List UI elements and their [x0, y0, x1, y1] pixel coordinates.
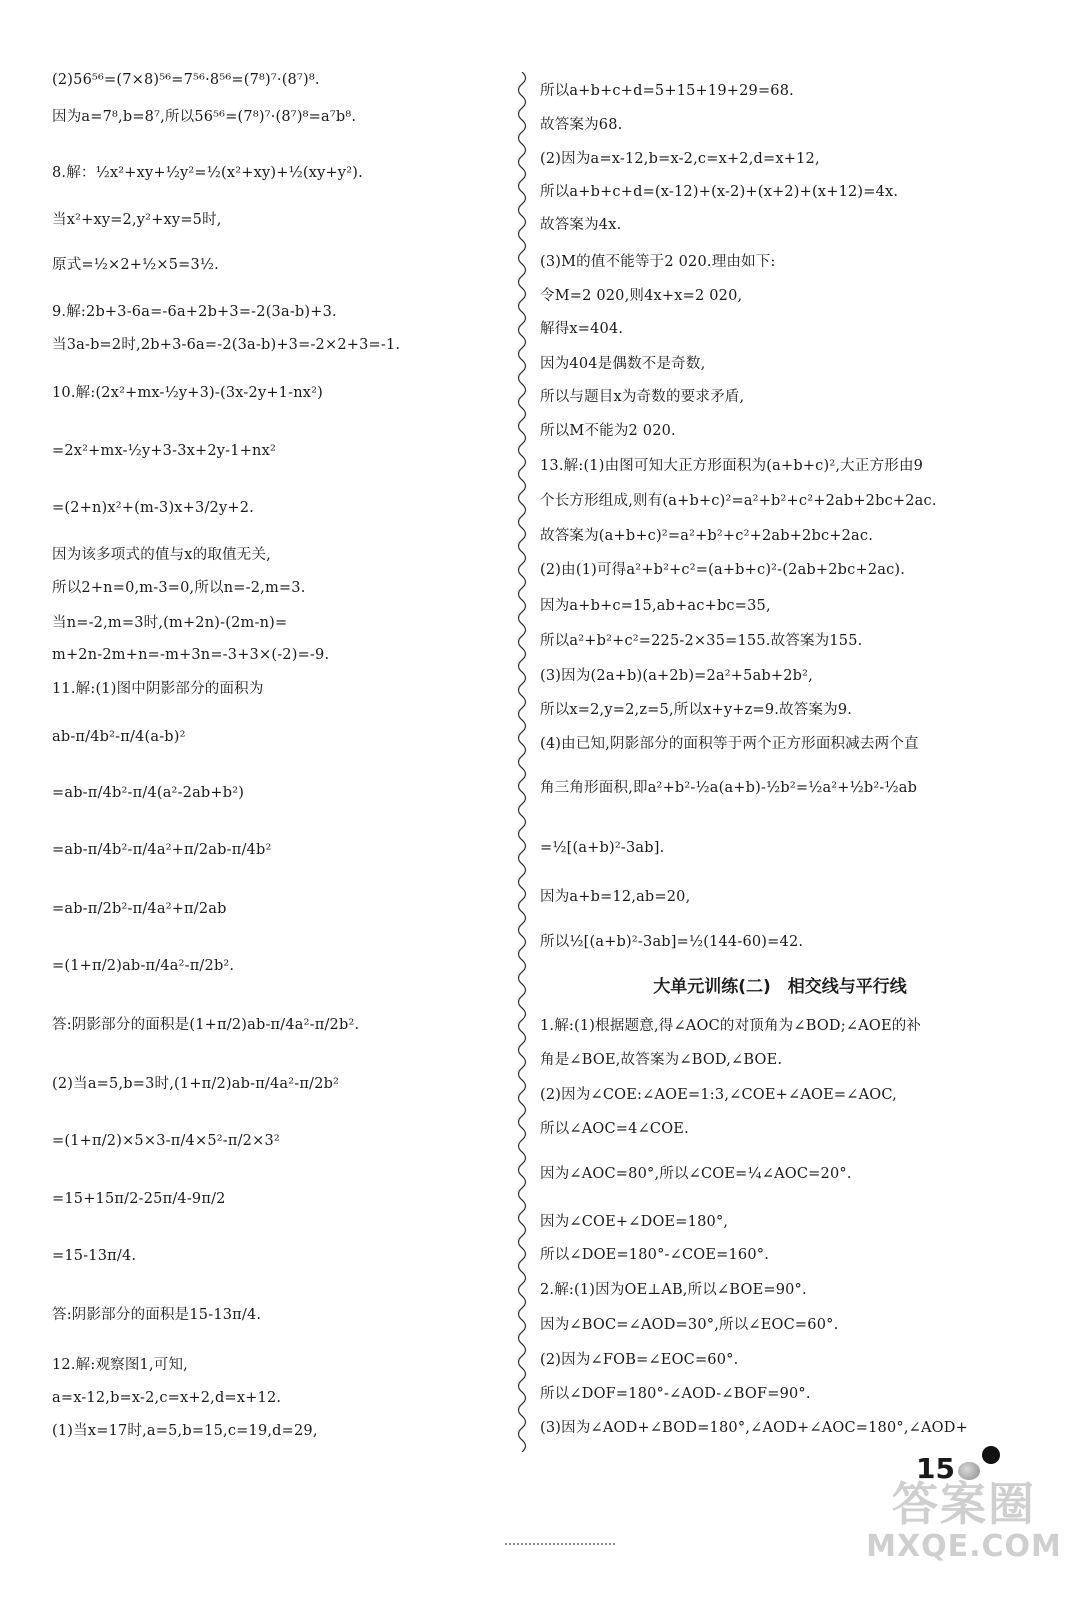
answer-line: (2)由(1)可得a²+b²+c²=(a+b+c)²-(2ab+2bc+2ac).	[540, 562, 906, 578]
answer-line: 8.解：½x²+xy+½y²=½(x²+xy)+½(xy+y²).	[52, 165, 363, 181]
answer-line: 2.解:(1)因为OE⊥AB,所以∠BOE=90°.	[540, 1282, 807, 1298]
answer-line: 答:阴影部分的面积是(1+π/2)ab-π/4a²-π/2b².	[52, 1017, 360, 1033]
answer-line: =15-13π/4.	[52, 1248, 137, 1264]
footer-dotted-rule	[505, 1543, 615, 1547]
wavy-divider	[509, 72, 535, 1452]
answer-line: (3)因为∠AOD+∠BOD=180°,∠AOD+∠AOC=180°,∠AOD+	[540, 1420, 968, 1436]
answer-line: =ab-π/2b²-π/4a²+π/2ab	[52, 901, 227, 917]
answer-line: 12.解:观察图1,可知,	[52, 1357, 188, 1373]
answer-line: 所以∠DOE=180°-∠COE=160°.	[540, 1247, 770, 1263]
answer-line: 故答案为68.	[540, 117, 623, 133]
answer-line: 故答案为(a+b+c)²=a²+b²+c²+2ab+2bc+2ac.	[540, 528, 874, 544]
answer-line: 因为a+b=12,ab=20,	[540, 889, 691, 905]
answer-line: =ab-π/4b²-π/4a²+π/2ab-π/4b²	[52, 842, 272, 858]
answer-line: 个长方形组成,则有(a+b+c)²=a²+b²+c²+2ab+2bc+2ac.	[540, 493, 937, 509]
answer-line: 11.解:(1)图中阴影部分的面积为	[52, 681, 264, 697]
answer-line: 1.解:(1)根据题意,得∠AOC的对顶角为∠BOD;∠AOE的补	[540, 1018, 922, 1034]
answer-line: 答:阴影部分的面积是15-13π/4.	[52, 1307, 262, 1323]
answer-line: 因为a+b+c=15,ab+ac+bc=35,	[540, 598, 771, 614]
answer-line: 当3a-b=2时,2b+3-6a=-2(3a-b)+3=-2×2+3=-1.	[52, 337, 401, 353]
answer-line: 所以x=2,y=2,z=5,所以x+y+z=9.故答案为9.	[540, 702, 853, 718]
watermark	[858, 1478, 1070, 1564]
answer-line: 因为该多项式的值与x的取值无关,	[52, 547, 271, 563]
answer-line: =(2+n)x²+(m-3)x+3/2y+2.	[52, 500, 254, 516]
answer-line: 原式=½×2+½×5=3½.	[52, 257, 219, 273]
answer-line: a=x-12,b=x-2,c=x+2,d=x+12.	[52, 1390, 282, 1406]
answer-line: 所以a+b+c+d=(x-12)+(x-2)+(x+2)+(x+12)=4x.	[540, 184, 899, 200]
answer-line: =(1+π/2)ab-π/4a²-π/2b².	[52, 958, 235, 974]
answer-line: 因为404是偶数不是奇数,	[540, 356, 706, 372]
watermark-title: 答案圈	[892, 1477, 1036, 1531]
section-title: 大单元训练(二) 相交线与平行线	[653, 977, 907, 997]
page-number: 15	[916, 1452, 955, 1485]
answer-line: 所以a²+b²+c²=225-2×35=155.故答案为155.	[540, 633, 863, 649]
answer-line: (3)M的值不能等于2 020.理由如下:	[540, 254, 776, 270]
answer-line: 解得x=404.	[540, 321, 624, 337]
answer-line: =2x²+mx-½y+3-3x+2y-1+nx²	[52, 443, 276, 459]
answer-line: (2)因为∠FOB=∠EOC=60°.	[540, 1352, 739, 1368]
answer-line: =15+15π/2-25π/4-9π/2	[52, 1191, 226, 1207]
answer-line: 所以2+n=0,m-3=0,所以n=-2,m=3.	[52, 580, 306, 596]
answer-line: (1)当x=17时,a=5,b=15,c=19,d=29,	[52, 1423, 318, 1439]
answer-line: 当x²+xy=2,y²+xy=5时,	[52, 212, 222, 228]
answer-line: (2)因为a=x-12,b=x-2,c=x+2,d=x+12,	[540, 151, 820, 167]
answer-line: 所以∠DOF=180°-∠AOD-∠BOF=90°.	[540, 1386, 811, 1402]
answer-line: =ab-π/4b²-π/4(a²-2ab+b²)	[52, 785, 245, 801]
answer-line: 令M=2 020,则4x+x=2 020,	[540, 288, 743, 304]
watermark-url: MXQE.COM	[866, 1529, 1062, 1564]
answer-line: 故答案为4x.	[540, 217, 622, 233]
answer-line: 因为∠COE+∠DOE=180°,	[540, 1214, 729, 1230]
answer-line: 所以M不能为2 020.	[540, 423, 676, 439]
answer-line: 所以∠AOC=4∠COE.	[540, 1121, 689, 1137]
answer-line: 当n=-2,m=3时,(m+2n)-(2m-n)=	[52, 615, 288, 631]
answer-line: 因为a=7⁸,b=8⁷,所以56⁵⁶=(7⁸)⁷·(8⁷)⁸=a⁷b⁸.	[52, 109, 357, 125]
answer-line: m+2n-2m+n=-m+3n=-3+3×(-2)=-9.	[52, 647, 330, 663]
answer-line: =(1+π/2)×5×3-π/4×5²-π/2×3²	[52, 1133, 280, 1149]
answer-line: 13.解:(1)由图可知大正方形面积为(a+b+c)²,大正方形由9	[540, 458, 924, 474]
answer-line: 所以½[(a+b)²-3ab]=½(144-60)=42.	[540, 934, 804, 950]
answer-line: 角三角形面积,即a²+b²-½a(a+b)-½b²=½a²+½b²-½ab	[540, 780, 918, 796]
answer-line: 因为∠BOC=∠AOD=30°,所以∠EOC=60°.	[540, 1317, 839, 1333]
answer-line: (3)因为(2a+b)(a+2b)=2a²+5ab+2b²,	[540, 668, 813, 684]
answer-line: (4)由已知,阴影部分的面积等于两个正方形面积减去两个直	[540, 736, 919, 752]
answer-line: (2)当a=5,b=3时,(1+π/2)ab-π/4a²-π/2b²	[52, 1076, 340, 1092]
answer-line: 10.解:(2x²+mx-½y+3)-(3x-2y+1-nx²)	[52, 385, 323, 401]
answer-line: 因为∠AOC=80°,所以∠COE=¼∠AOC=20°.	[540, 1166, 852, 1182]
answer-line: 9.解:2b+3-6a=-6a+2b+3=-2(3a-b)+3.	[52, 304, 337, 320]
answer-line: (2)因为∠COE:∠AOE=1:3,∠COE+∠AOE=∠AOC,	[540, 1087, 897, 1103]
answer-line: =½[(a+b)²-3ab].	[540, 840, 665, 856]
decorative-dot-icon	[982, 1446, 1000, 1464]
answer-line: 所以a+b+c+d=5+15+19+29=68.	[540, 83, 794, 99]
answer-line: ab-π/4b²-π/4(a-b)²	[52, 729, 186, 745]
answer-line: 角是∠BOE,故答案为∠BOD,∠BOE.	[540, 1052, 783, 1068]
answer-line: (2)56⁵⁶=(7×8)⁵⁶=7⁵⁶·8⁵⁶=(7⁸)⁷·(8⁷)⁸.	[52, 72, 320, 88]
answer-line: 所以与题目x为奇数的要求矛盾,	[540, 389, 745, 405]
